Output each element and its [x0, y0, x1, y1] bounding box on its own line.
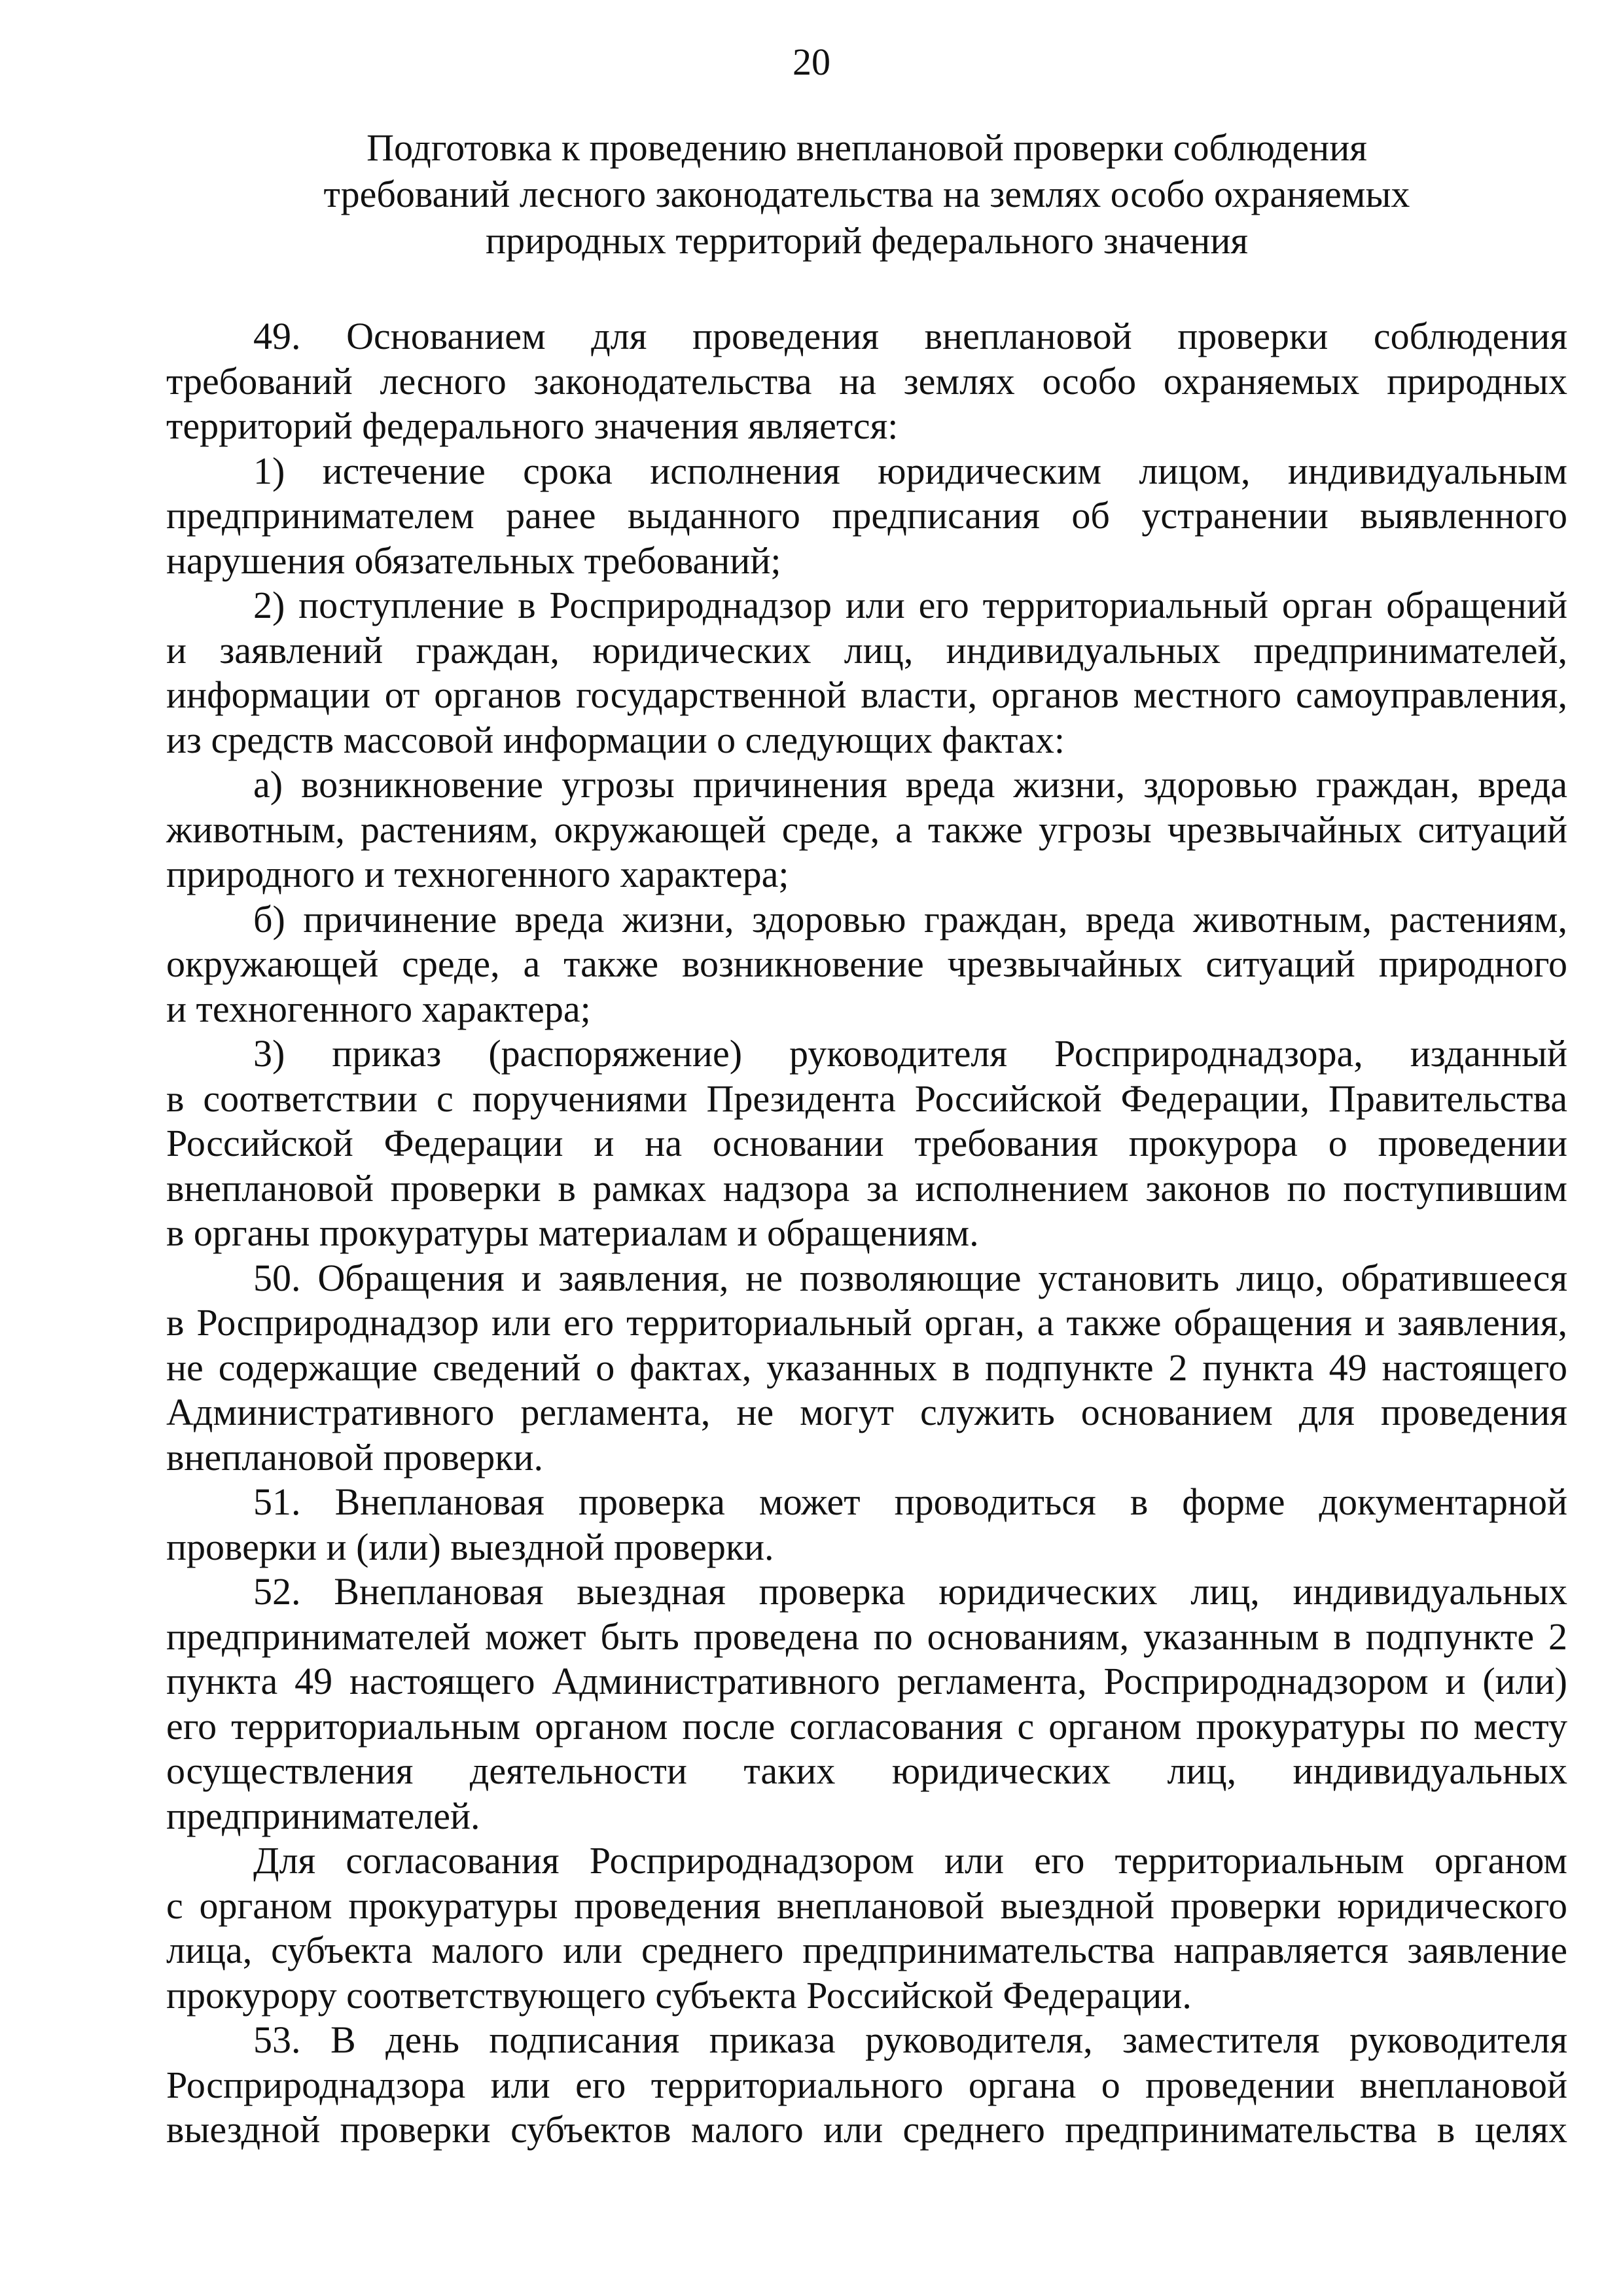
- text-line: пункта 49 настоящего Административного регламента, Росприроднадзором и (или): [166, 1660, 1567, 1702]
- text-line: Российской Федерации и на основании требования прокурора о проведении: [166, 1122, 1567, 1164]
- text-line: 49. Основанием для проведения внеплановой проверки соблюдения: [253, 315, 1567, 357]
- text-line: из средств массовой информации о следующих фактах:: [166, 718, 1065, 761]
- title-line: требований лесного законодательства на землях особо охраняемых: [323, 173, 1410, 215]
- text-line: Административного регламента, не могут служить основанием для проведения: [166, 1391, 1567, 1433]
- text-line: в Росприроднадзор или его территориальный орган, а также обращения и заявления,: [166, 1301, 1567, 1344]
- title-line: Подготовка к проведению внеплановой проверки соблюдения: [366, 126, 1367, 169]
- text-line: животным, растениям, окружающей среде, а также угрозы чрезвычайных ситуаций: [166, 808, 1567, 851]
- text-line: в органы прокуратуры материалам и обращениям.: [166, 1211, 979, 1254]
- paragraph-p49-1: [166, 449, 1567, 584]
- text-line: прокурору соответствующего субъекта Российской Федерации.: [166, 1973, 1192, 2017]
- text-line: внеплановой проверки в рамках надзора за исполнением законов по поступившим: [166, 1166, 1567, 1210]
- text-line: предпринимателей может быть проведена по основаниям, указанным в подпункте 2: [166, 1615, 1567, 1658]
- paragraph-p51: [166, 1480, 1567, 1570]
- text-line: проверки и (или) выездной проверки.: [166, 1525, 774, 1568]
- text-line: 53. В день подписания приказа руководителя, заместителя руководителя: [253, 2018, 1567, 2061]
- text-line: предпринимателем ранее выданного предписания об устранении выявленного: [166, 494, 1567, 537]
- text-line: 50. Обращения и заявления, не позволяющие установить лицо, обратившееся: [253, 1256, 1567, 1299]
- text-line: 52. Внеплановая выездная проверка юридических лиц, индивидуальных: [253, 1570, 1567, 1613]
- text-line: окружающей среде, а также возникновение чрезвычайных ситуаций природного: [166, 942, 1567, 985]
- text-line: лица, субъекта малого или среднего предпринимательства направляется заявление: [166, 1929, 1567, 1971]
- text-line: выездной проверки субъектов малого или среднего предпринимательства в целях: [166, 2108, 1567, 2151]
- text-line: осуществления деятельности таких юридических лиц, индивидуальных: [166, 1749, 1567, 1792]
- text-line: не содержащие сведений о фактах, указанных в подпункте 2 пункта 49 настоящего: [166, 1346, 1567, 1389]
- text-line: 3) приказ (распоряжение) руководителя Росприроднадзора, изданный: [253, 1032, 1567, 1075]
- text-line: требований лесного законодательства на землях особо охраняемых природных: [166, 359, 1567, 403]
- paragraph-p49: [166, 314, 1567, 449]
- paragraph-p50: [166, 1256, 1567, 1480]
- text-line: 51. Внеплановая проверка может проводиться в форме документарной: [253, 1480, 1567, 1523]
- paragraph-p49-2: [166, 583, 1567, 762]
- page-number: 20: [793, 41, 830, 83]
- text-line: а) возникновение угрозы причинения вреда жизни, здоровью граждан, вреда: [253, 763, 1567, 806]
- paragraph-p49-3: [166, 1031, 1567, 1256]
- paragraph-p49-2b: [166, 897, 1567, 1032]
- text-line: в соответствии с поручениями Президента Российской Федерации, Правительства: [166, 1077, 1567, 1120]
- text-line: Росприроднадзора или его территориального органа о проведении внеплановой: [166, 2063, 1567, 2106]
- text-line: предпринимателей.: [166, 1794, 480, 1837]
- paragraph-p49-2a: [166, 762, 1567, 897]
- text-line: внеплановой проверки.: [166, 1435, 544, 1479]
- text-line: Для согласования Росприроднадзором или его территориальным органом: [253, 1839, 1567, 1882]
- text-line: его территориальным органом после согласования с органом прокуратуры по месту: [166, 1704, 1567, 1748]
- document-body: [166, 314, 1567, 2153]
- text-line: и техногенного характера;: [166, 987, 591, 1030]
- text-line: нарушения обязательных требований;: [166, 539, 781, 582]
- text-line: 1) истечение срока исполнения юридическим лицом, индивидуальным: [253, 449, 1567, 492]
- paragraph-p52-2: [166, 1839, 1567, 2018]
- text-line: 2) поступление в Росприроднадзор или его территориальный орган обращений: [253, 584, 1567, 626]
- title-line: природных территорий федерального значения: [485, 219, 1249, 262]
- section-title: [166, 124, 1567, 264]
- text-line: и заявлений граждан, юридических лиц, индивидуальных предпринимателей,: [166, 628, 1567, 672]
- text-line: с органом прокуратуры проведения внеплановой выездной проверки юридического: [166, 1884, 1567, 1927]
- text-line: природного и техногенного характера;: [166, 853, 789, 895]
- text-line: б) причинение вреда жизни, здоровью граждан, вреда животным, растениям,: [253, 897, 1567, 941]
- paragraph-p53: [166, 2018, 1567, 2153]
- text-line: информации от органов государственной власти, органов местного самоуправления,: [166, 673, 1567, 716]
- paragraph-p52: [166, 1570, 1567, 1839]
- text-line: территорий федерального значения является:: [166, 404, 899, 447]
